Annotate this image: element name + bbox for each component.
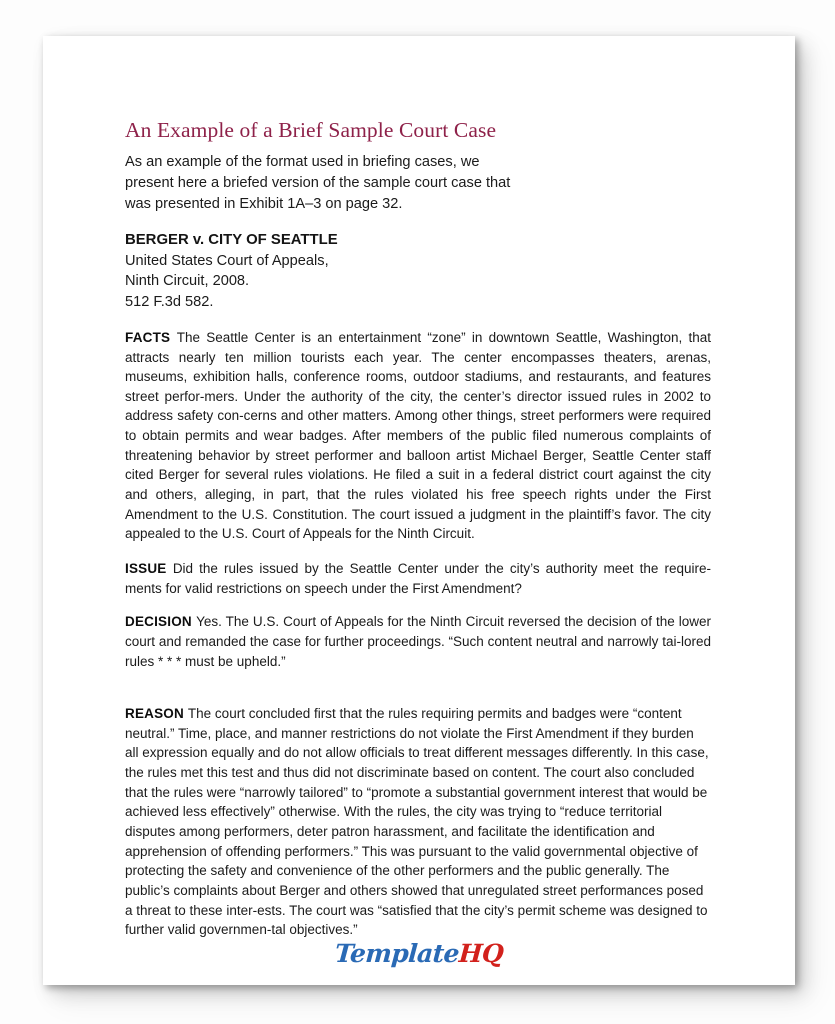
intro-line-3: was presented in Exhibit 1A–3 on page 32. <box>125 196 403 213</box>
intro-paragraph <box>125 152 711 216</box>
logo-text-template: Template <box>333 939 460 968</box>
court-name-line-1: United States Court of Appeals, <box>125 252 329 269</box>
page-title: An Example of a Brief Sample Court Case <box>125 118 497 142</box>
section-facts <box>125 328 711 544</box>
section-label-issue: ISSUE <box>125 560 173 576</box>
section-reason <box>125 704 711 940</box>
section-label-facts: FACTS <box>125 329 177 345</box>
section-text-issue: Did the rules issued by the Seattle Center under the city’s authority meet the require-ments for valid restrictions on speech under the First Amendment? <box>125 560 711 596</box>
court-name-line-2: Ninth Circuit, 2008. <box>125 273 250 290</box>
intro-line-2: present here a briefed version of the sample court case that <box>125 175 511 192</box>
section-text-facts: The Seattle Center is an entertainment “zone” in downtown Seattle, Washington, that attracts nearly ten million tourists each year. The center encompasses theaters, arenas, museums, exhibition halls, conference rooms, outdoor stadiums, and restaurants, and features street perfor-mers. Under the authority of the city, the center’s director issued rules in 2002 to address safety con-cerns and other matters. Among other things, street performers were required to obtain permits and wear badges. After members of the public filed numerous complaints of threatening behavior by street performer and balloon artist Michael Berger, Seattle Center staff cited Berger for several rules violations. He filed a suit in a federal district court against the city and others, alleging, in part, that the rules violated his free speech rights under the First Amendment to the U.S. Constitution. The court issued a judgment in the plaintiff’s favor. The city appealed to the U.S. Court of Appeals for the Ninth Circuit. <box>125 329 711 542</box>
section-text-decision: Yes. The U.S. Court of Appeals for the Ninth Circuit reversed the decision of the lower court and remanded the case for further proceedings. “Such content neutral and narrowly tai-lored rules * * * must be upheld.” <box>125 614 711 669</box>
section-label-reason: REASON <box>125 706 188 722</box>
section-issue <box>125 559 711 598</box>
document-page <box>43 36 795 985</box>
case-heading-block <box>125 230 711 313</box>
section-decision <box>125 612 711 671</box>
case-citation: 512 F.3d 582. <box>125 294 214 311</box>
section-text-reason: The court concluded first that the rules requiring permits and badges were “content neutral.” Time, place, and manner restrictions do not violate the First Amendment if they burden all expression equally and do not allow officials to treat different messages differently. In this case, the rules met this test and thus did not discriminate based on content. The court also concluded that the rules were “narrowly tailored” to “promote a substantial government interest that would be achieved less effectively” otherwise. With the rules, the city was trying to “reduce territorial disputes among performers, deter patron harassment, and facilitate the identification and apprehension of offending performers.” This was pursuant to the valid governmental objective of protecting the safety and convenience of the other performers and the public generally. The public’s complaints about Berger and others showed that unregulated street performances posed a threat to these inter-ests. The court was “satisfied that the city’s permit scheme was designed to further valid governmen-tal objectives.” <box>125 706 709 938</box>
templatehq-logo <box>43 941 795 966</box>
section-label-decision: DECISION <box>125 614 197 630</box>
logo-text-hq: HQ <box>457 939 505 968</box>
document-content <box>125 118 711 940</box>
logo-wordmark <box>334 941 504 966</box>
case-name: BERGER v. CITY OF SEATTLE <box>125 231 338 248</box>
intro-line-1: As an example of the format used in briefing cases, we <box>125 153 480 170</box>
